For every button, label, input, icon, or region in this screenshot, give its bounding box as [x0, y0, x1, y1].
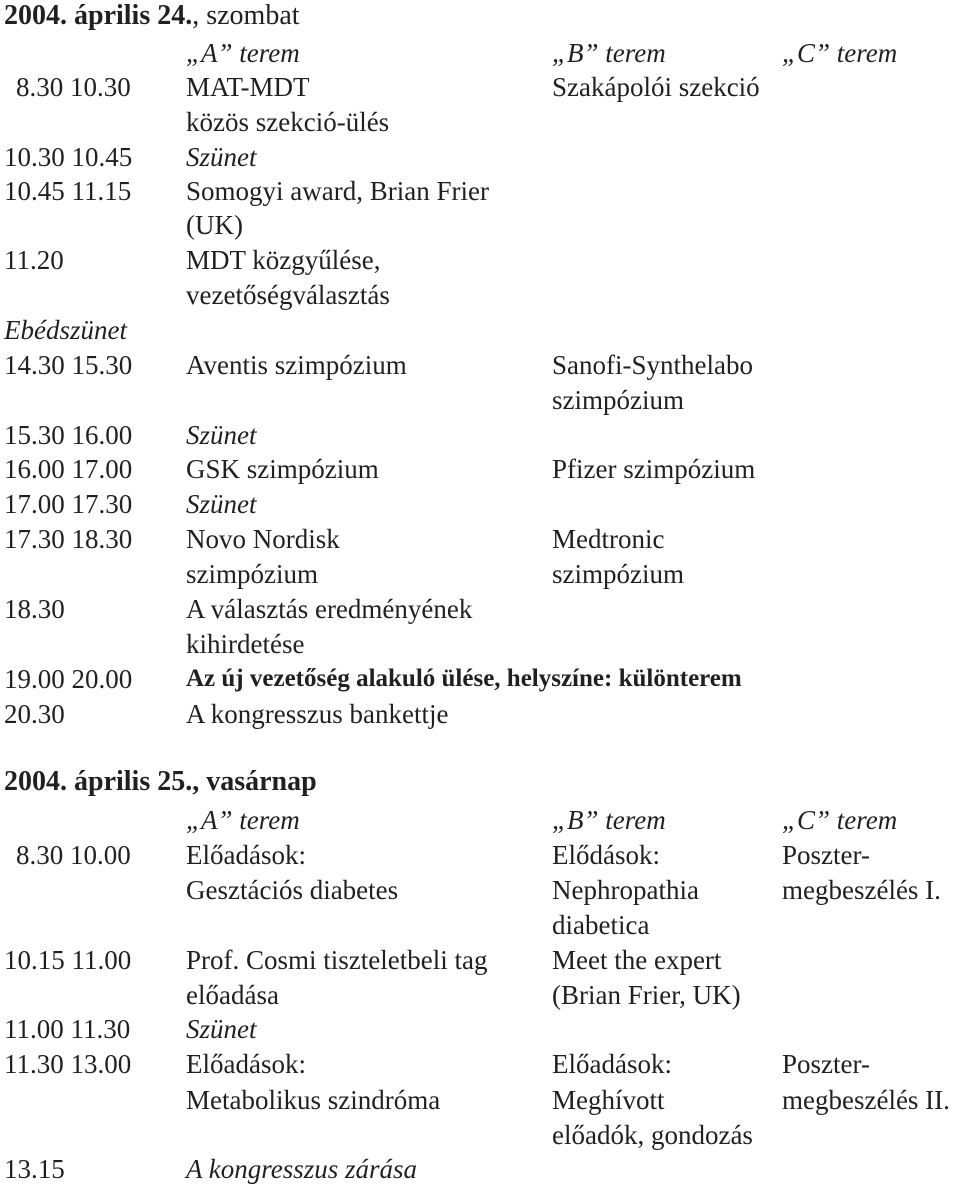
- room-b-label: „B” terem: [552, 38, 666, 68]
- room-b-event: Meghívott: [552, 1085, 665, 1115]
- room-a-event: MDT közgyűlése,: [186, 245, 381, 275]
- time-slot: 19.00 20.00: [4, 664, 133, 694]
- time-slot: 13.15: [4, 1154, 65, 1184]
- room-c-event: Poszter-: [782, 840, 870, 870]
- day1-date: 2004. április 24.: [4, 0, 193, 31]
- schedule-row: [0, 348, 960, 382]
- day2-room-header: [0, 803, 960, 837]
- break-label: Szünet: [186, 142, 257, 172]
- room-a-label: „A” terem: [186, 805, 300, 835]
- room-a-event: GSK szimpózium: [186, 454, 379, 484]
- day1-room-header: [0, 36, 960, 70]
- room-a-event: A választás eredményének: [186, 594, 473, 624]
- room-c-label: „C” terem: [782, 38, 898, 68]
- room-b-event: előadók, gondozás: [552, 1120, 753, 1150]
- room-a-event: Gesztációs diabetes: [186, 875, 399, 905]
- time-slot: 11.00 11.30: [4, 1014, 131, 1044]
- room-b-label: „B” terem: [552, 805, 666, 835]
- schedule-row: [0, 838, 960, 872]
- time-slot: 18.30: [4, 594, 65, 624]
- schedule-row: [0, 662, 960, 696]
- break-label: Szünet: [186, 1014, 257, 1044]
- schedule-row: [0, 1012, 960, 1046]
- time-slot: 10.15 11.00: [4, 945, 132, 975]
- day1-heading: [4, 0, 300, 32]
- room-a-event: (UK): [186, 210, 243, 240]
- schedule-row: [0, 243, 960, 277]
- time-slot: 10.45 11.15: [4, 176, 132, 206]
- schedule-row-continued: [0, 557, 960, 591]
- room-b-event: Meet the expert: [552, 945, 722, 975]
- break-label: Szünet: [186, 420, 257, 450]
- schedule-row-continued: [0, 873, 960, 907]
- time-slot: 11.30 13.00: [4, 1049, 132, 1079]
- schedule-row-continued: [0, 1083, 960, 1117]
- room-b-event: Elődások:: [552, 840, 660, 870]
- day2-weekday: , vasárnap: [192, 766, 317, 797]
- room-c-event: megbeszélés II.: [782, 1085, 950, 1115]
- room-a-event: Aventis szimpózium: [186, 350, 407, 380]
- time-slot: 16.00 17.00: [4, 454, 133, 484]
- schedule-row: [0, 592, 960, 626]
- time-slot: 17.00 17.30: [4, 489, 133, 519]
- schedule-row: [0, 140, 960, 174]
- schedule-row: [0, 522, 960, 556]
- schedule-row: [0, 1152, 960, 1186]
- room-a-event: vezetőségválasztás: [186, 280, 390, 310]
- time-slot: 20.30: [4, 699, 65, 729]
- room-a-event: Metabolikus szindróma: [186, 1085, 441, 1115]
- schedule-row-continued: [0, 978, 960, 1012]
- room-b-event: Előadások:: [552, 1049, 672, 1079]
- room-a-event: Somogyi award, Brian Frier: [186, 176, 489, 206]
- room-a-event: A kongresszus bankettje: [186, 699, 449, 729]
- room-a-event: Előadások:: [186, 1049, 306, 1079]
- room-c-label: „C” terem: [782, 805, 898, 835]
- room-b-event: Sanofi-Synthelabo: [552, 350, 753, 380]
- room-a-event: MAT-MDT: [186, 72, 310, 102]
- schedule-row-continued: [0, 208, 960, 242]
- time-slot: 11.20: [4, 245, 64, 275]
- room-c-event: megbeszélés I.: [782, 875, 941, 905]
- schedule-row-continued: [0, 1118, 960, 1152]
- room-a-event: Előadások:: [186, 840, 306, 870]
- schedule-row: [0, 1047, 960, 1081]
- room-b-event: diabetica: [552, 910, 650, 940]
- schedule-row: [0, 452, 960, 486]
- schedule-row: [0, 697, 960, 731]
- room-a-event: közös szekció-ülés: [186, 107, 390, 137]
- room-a-event: előadása: [186, 980, 279, 1010]
- room-b-event: Medtronic: [552, 524, 665, 554]
- room-b-event: szimpózium: [552, 559, 684, 589]
- schedule-row: [0, 174, 960, 208]
- time-slot: 15.30 16.00: [4, 420, 133, 450]
- schedule-row-continued: [0, 278, 960, 312]
- schedule-row: [0, 943, 960, 977]
- schedule-row-continued: [0, 627, 960, 661]
- room-b-event: Szakápolói szekció: [552, 72, 760, 102]
- break-label: Szünet: [186, 489, 257, 519]
- room-a-event: Az új vezetőség alakuló ülése, helyszíne: különterem: [186, 665, 742, 692]
- lunch-break-label: Ebédszünet: [4, 315, 127, 345]
- room-a-event: kihirdetése: [186, 629, 305, 659]
- schedule-row-continued: [0, 105, 960, 139]
- room-a-event: szimpózium: [186, 559, 318, 589]
- day2-heading: [4, 766, 317, 798]
- room-a-event: Novo Nordisk: [186, 524, 340, 554]
- time-slot: 8.30 10.30: [16, 72, 131, 102]
- time-slot: 8.30 10.00: [16, 840, 131, 870]
- room-b-event: (Brian Frier, UK): [552, 980, 741, 1010]
- schedule-row: [0, 70, 960, 104]
- room-a-event: Prof. Cosmi tiszteletbeli tag: [186, 945, 488, 975]
- schedule-row-continued: [0, 383, 960, 417]
- room-b-event: Pfizer szimpózium: [552, 454, 756, 484]
- day2-date: 2004. április 25.: [4, 766, 193, 797]
- schedule-row: [0, 418, 960, 452]
- day1-weekday: , szombat: [192, 0, 300, 31]
- room-b-event: Nephropathia: [552, 875, 699, 905]
- room-b-event: szimpózium: [552, 385, 684, 415]
- time-slot: 10.30 10.45: [4, 142, 133, 172]
- room-c-event: Poszter-: [782, 1049, 870, 1079]
- room-a-label: „A” terem: [186, 38, 300, 68]
- schedule-row: [0, 487, 960, 521]
- schedule-row-continued: [0, 908, 960, 942]
- time-slot: 17.30 18.30: [4, 524, 133, 554]
- closing-event: A kongresszus zárása: [186, 1154, 418, 1184]
- time-slot: 14.30 15.30: [4, 350, 133, 380]
- schedule-row: [0, 313, 960, 347]
